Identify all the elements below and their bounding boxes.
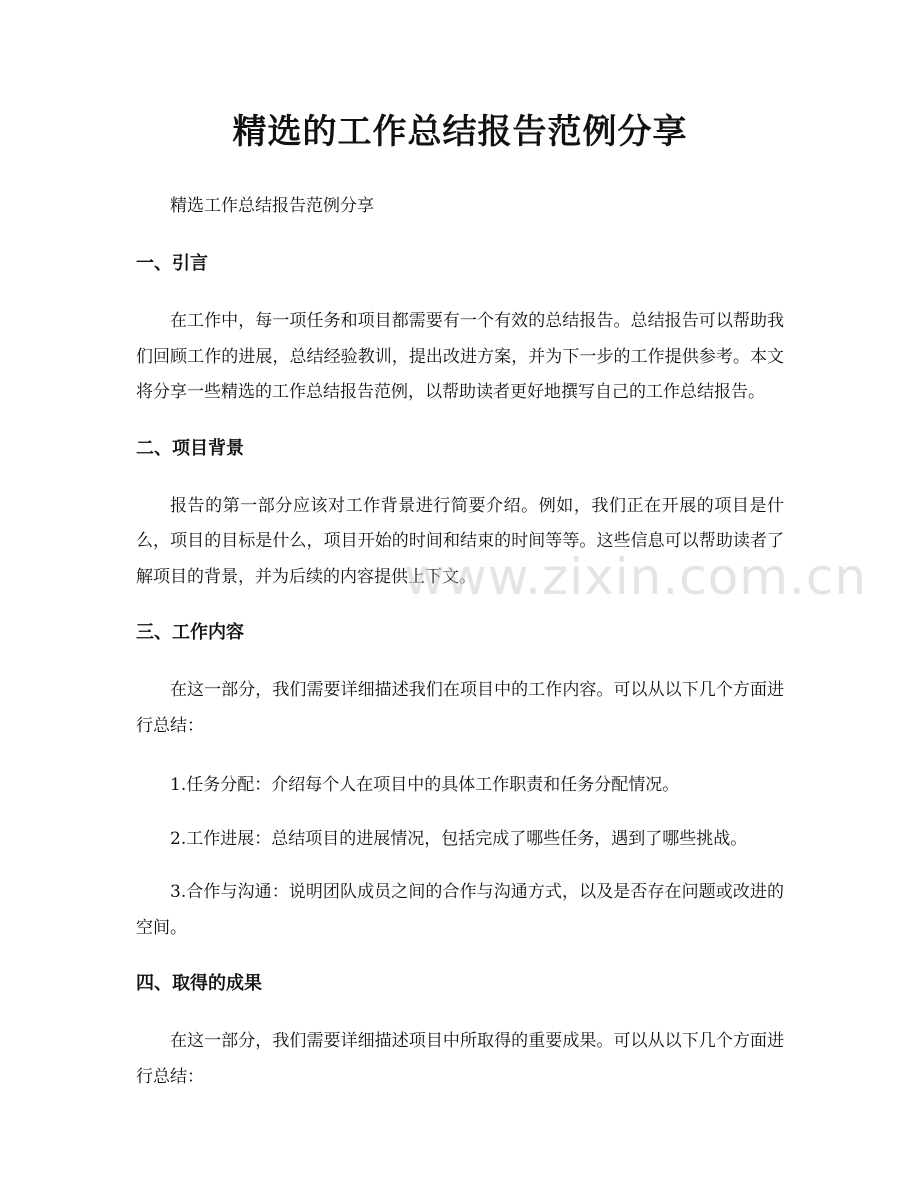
list-item: 2.工作进展：总结项目的进展情况，包括完成了哪些任务，遇到了哪些挑战。 [170,828,748,849]
section-heading-introduction: 一、引言 [136,253,208,274]
list-item: 3.合作与沟通：说明团队成员之间的合作与沟通方式，以及是否存在问题或改进的空间。 [136,882,784,938]
document-subtitle: 精选工作总结报告范例分享 [170,196,374,216]
list-item: 1.任务分配：介绍每个人在项目中的具体工作职责和任务分配情况。 [170,775,680,795]
paragraph: 在这一部分，我们需要详细描述我们在项目中的工作内容。可以从以下几个方面进行总结： [136,680,784,736]
paragraph: 在这一部分，我们需要详细描述项目中所取得的重要成果。可以从以下几个方面进行总结： [136,1031,784,1087]
document-title: 精选的工作总结报告范例分享 [232,112,688,152]
section-heading-achievements: 四、取得的成果 [136,973,262,994]
watermark: www.zixin.com.cn [404,548,868,606]
section-heading-project-background: 二、项目背景 [136,437,244,459]
section-heading-work-content: 三、工作内容 [136,622,244,643]
paragraph: 报告的第一部分应该对工作背景进行简要介绍。例如，我们正在开展的项目是什么，项目的目标是什么，项目开始的时间和结束的时间等等。这些信息可以帮助读者了解项目的背景，并为后续的内容提供上下文。 [136,495,784,587]
paragraph: 在工作中，每一项任务和项目都需要有一个有效的总结报告。总结报告可以帮助我们回顾工作的进展，总结经验教训，提出改进方案，并为下一步的工作提供参考。本文将分享一些精选的工作总结报告范例，以帮助读者更好地撰写自己的工作总结报告。 [136,311,784,402]
